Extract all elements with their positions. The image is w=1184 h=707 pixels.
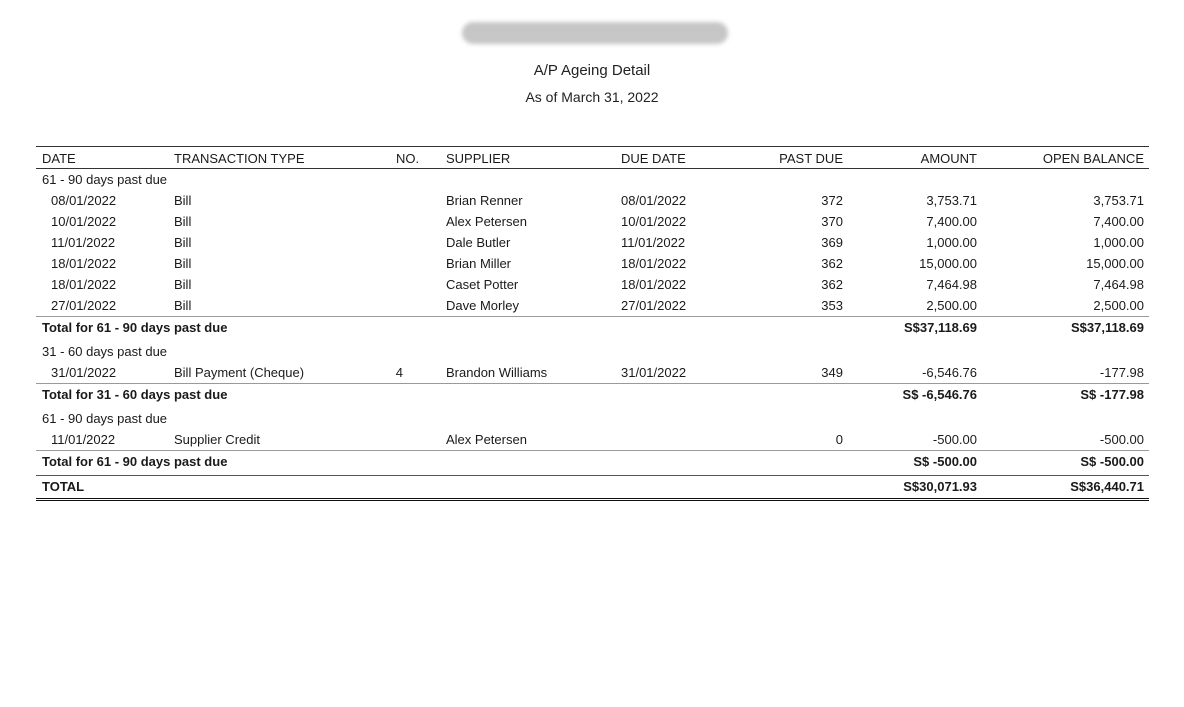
cell-due-date[interactable]: 18/01/2022 bbox=[621, 256, 687, 271]
group-total-label: Total for 61 - 90 days past due bbox=[42, 454, 228, 469]
cell-supplier[interactable]: Alex Petersen bbox=[446, 432, 527, 447]
cell-supplier[interactable]: Brian Miller bbox=[446, 256, 512, 271]
group-total-amount[interactable]: S$ -500.00 bbox=[913, 454, 977, 469]
cell-transaction-type[interactable]: Bill bbox=[174, 214, 192, 229]
cell-transaction-type[interactable]: Bill bbox=[174, 298, 192, 313]
cell-open-balance[interactable]: -500.00 bbox=[1099, 432, 1144, 447]
cell-transaction-type[interactable]: Bill bbox=[174, 193, 192, 208]
group-total-open-balance[interactable]: S$37,118.69 bbox=[1070, 320, 1144, 335]
column-header-open-balance[interactable]: OPEN BALANCE bbox=[1042, 151, 1144, 166]
cell-transaction-type[interactable]: Bill bbox=[174, 277, 192, 292]
cell-amount[interactable]: 7,464.98 bbox=[926, 277, 977, 292]
cell-supplier[interactable]: Alex Petersen bbox=[446, 214, 527, 229]
cell-due-date[interactable]: 27/01/2022 bbox=[621, 298, 687, 313]
cell-open-balance[interactable]: 2,500.00 bbox=[1093, 298, 1144, 313]
group-label: 61 - 90 days past due bbox=[42, 172, 168, 187]
cell-transaction-type[interactable]: Supplier Credit bbox=[174, 432, 260, 447]
column-header-no[interactable]: NO. bbox=[396, 151, 420, 166]
cell-past-due[interactable]: 349 bbox=[821, 365, 843, 380]
column-header-date[interactable]: DATE bbox=[42, 151, 76, 166]
column-header-due-date[interactable]: DUE DATE bbox=[621, 151, 686, 166]
cell-open-balance[interactable]: 3,753.71 bbox=[1093, 193, 1144, 208]
cell-date[interactable]: 27/01/2022 bbox=[51, 298, 117, 313]
cell-due-date[interactable]: 18/01/2022 bbox=[621, 277, 687, 292]
column-header-supplier[interactable]: SUPPLIER bbox=[446, 151, 511, 166]
cell-amount[interactable]: 15,000.00 bbox=[919, 256, 977, 271]
group-total-open-balance[interactable]: S$ -500.00 bbox=[1080, 454, 1144, 469]
cell-supplier[interactable]: Brian Renner bbox=[446, 193, 523, 208]
table-row[interactable] bbox=[36, 232, 1149, 253]
table-row[interactable] bbox=[36, 295, 1149, 316]
group-total-label: Total for 61 - 90 days past due bbox=[42, 320, 228, 335]
column-header-amount[interactable]: AMOUNT bbox=[920, 151, 977, 166]
report-subtitle: As of March 31, 2022 bbox=[525, 89, 659, 105]
cell-supplier[interactable]: Dale Butler bbox=[446, 235, 511, 250]
cell-transaction-type[interactable]: Bill bbox=[174, 256, 192, 271]
cell-open-balance[interactable]: 7,464.98 bbox=[1093, 277, 1144, 292]
cell-date[interactable]: 10/01/2022 bbox=[51, 214, 117, 229]
group-total-open-balance[interactable]: S$ -177.98 bbox=[1080, 387, 1144, 402]
cell-open-balance[interactable]: 15,000.00 bbox=[1086, 256, 1144, 271]
report-title: A/P Ageing Detail bbox=[533, 62, 651, 79]
cell-past-due[interactable]: 362 bbox=[821, 277, 843, 292]
grand-total-label: TOTAL bbox=[42, 479, 85, 494]
cell-transaction-type[interactable]: Bill Payment (Cheque) bbox=[174, 365, 305, 380]
grand-total-open-balance[interactable]: S$36,440.71 bbox=[1070, 479, 1144, 494]
group-total-row bbox=[36, 450, 1149, 471]
column-header-transaction-type[interactable]: TRANSACTION TYPE bbox=[174, 151, 305, 166]
cell-due-date[interactable]: 11/01/2022 bbox=[621, 235, 686, 250]
cell-date[interactable]: 08/01/2022 bbox=[51, 193, 117, 208]
cell-open-balance[interactable]: 1,000.00 bbox=[1093, 235, 1144, 250]
cell-date[interactable]: 31/01/2022 bbox=[51, 365, 117, 380]
table-row[interactable] bbox=[36, 429, 1149, 450]
table-row[interactable] bbox=[36, 211, 1149, 232]
cell-date[interactable]: 18/01/2022 bbox=[51, 256, 117, 271]
group-total-row bbox=[36, 316, 1149, 337]
group-header bbox=[36, 169, 1149, 190]
table-row[interactable] bbox=[36, 362, 1149, 383]
group-label: 61 - 90 days past due bbox=[42, 411, 168, 426]
table-row[interactable] bbox=[36, 253, 1149, 274]
column-header-past-due[interactable]: PAST DUE bbox=[779, 151, 843, 166]
group-label: 31 - 60 days past due bbox=[42, 344, 168, 359]
table-row[interactable] bbox=[36, 190, 1149, 211]
cell-past-due[interactable]: 0 bbox=[835, 432, 843, 447]
company-name-redacted bbox=[462, 22, 728, 44]
group-total-label: Total for 31 - 60 days past due bbox=[42, 387, 228, 402]
cell-date[interactable]: 18/01/2022 bbox=[51, 277, 117, 292]
cell-amount[interactable]: 1,000.00 bbox=[926, 235, 977, 250]
group-total-amount[interactable]: S$ -6,546.76 bbox=[902, 387, 977, 402]
group-total-row bbox=[36, 383, 1149, 404]
table-row[interactable] bbox=[36, 274, 1149, 295]
cell-due-date[interactable]: 31/01/2022 bbox=[621, 365, 687, 380]
cell-due-date[interactable]: 08/01/2022 bbox=[621, 193, 687, 208]
cell-past-due[interactable]: 372 bbox=[821, 193, 843, 208]
cell-amount[interactable]: 3,753.71 bbox=[926, 193, 977, 208]
cell-no[interactable]: 4 bbox=[395, 365, 403, 380]
group-header bbox=[36, 408, 1149, 429]
cell-supplier[interactable]: Brandon Williams bbox=[446, 365, 548, 380]
cell-past-due[interactable]: 370 bbox=[821, 214, 843, 229]
grand-total-row bbox=[36, 475, 1149, 501]
cell-due-date[interactable]: 10/01/2022 bbox=[621, 214, 687, 229]
grand-total-amount[interactable]: S$30,071.93 bbox=[903, 479, 977, 494]
group-total-amount[interactable]: S$37,118.69 bbox=[903, 320, 977, 335]
cell-date[interactable]: 11/01/2022 bbox=[51, 235, 116, 250]
cell-amount[interactable]: -6,546.76 bbox=[922, 365, 977, 380]
cell-amount[interactable]: -500.00 bbox=[932, 432, 977, 447]
cell-supplier[interactable]: Caset Potter bbox=[446, 277, 519, 292]
report-table bbox=[36, 146, 1149, 501]
cell-past-due[interactable]: 362 bbox=[821, 256, 843, 271]
cell-amount[interactable]: 7,400.00 bbox=[926, 214, 977, 229]
cell-past-due[interactable]: 369 bbox=[821, 235, 843, 250]
group-header bbox=[36, 341, 1149, 362]
cell-amount[interactable]: 2,500.00 bbox=[926, 298, 977, 313]
table-header bbox=[36, 146, 1149, 169]
cell-supplier[interactable]: Dave Morley bbox=[446, 298, 519, 313]
cell-open-balance[interactable]: -177.98 bbox=[1099, 365, 1144, 380]
cell-date[interactable]: 11/01/2022 bbox=[51, 432, 116, 447]
cell-past-due[interactable]: 353 bbox=[821, 298, 843, 313]
cell-transaction-type[interactable]: Bill bbox=[174, 235, 192, 250]
cell-open-balance[interactable]: 7,400.00 bbox=[1093, 214, 1144, 229]
